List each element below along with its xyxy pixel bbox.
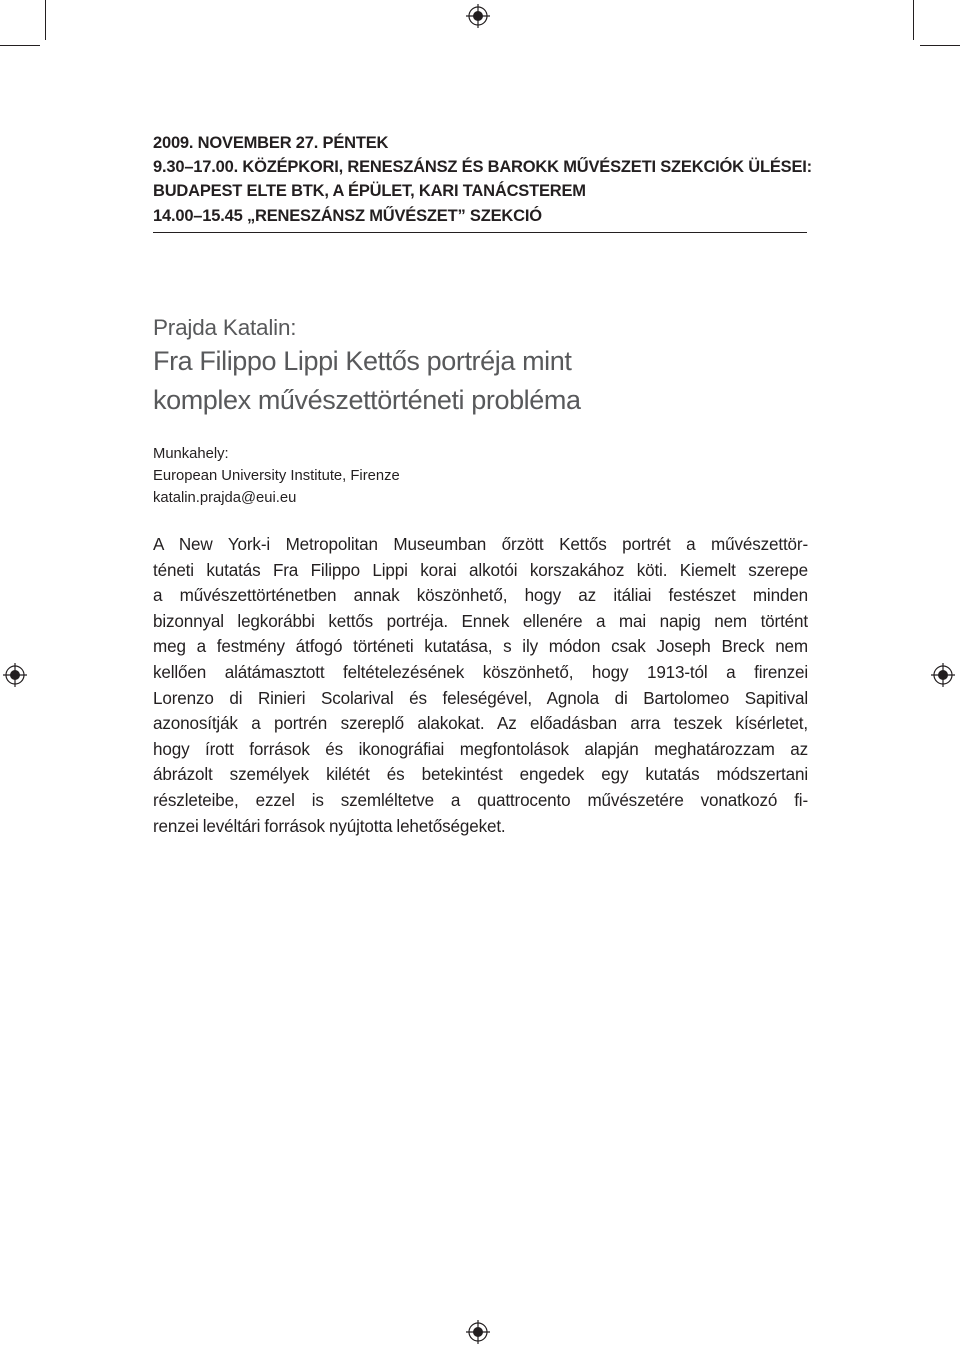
- abstract-line: azonosítják a portrén szereplő alakokat. Az előadásban arra teszek kísérletet,: [153, 714, 808, 734]
- abstract-line: kellően alátámasztott feltételezésének köszönhető, hogy 1913-tól a firenzei: [153, 662, 808, 682]
- author-name: Prajda Katalin:: [153, 315, 297, 340]
- affiliation-institution: European University Institute, Firenze: [153, 468, 400, 484]
- abstract-line: ábrázolt személyek kilétét és betekintést engedek egy kutatás módszertani: [153, 765, 808, 785]
- abstract-line: Lorenzo di Rinieri Scolarival és feleségével, Agnola di Bartolomeo Sapitival: [153, 688, 808, 708]
- affiliation-block: [153, 443, 400, 509]
- abstract-line: részleteibe, ezzel is szemléltetve a quattrocento művészetére vonatkozó fi-: [153, 790, 808, 810]
- crop-mark-top-right-h: [920, 45, 960, 46]
- crop-mark-top-right: [913, 0, 914, 40]
- session-program: 9.30–17.00. KÖZÉPKORI, RENESZÁNSZ ÉS BAROKK MŰVÉSZETI SZEKCIÓK ÜLÉSEI:: [153, 158, 812, 177]
- abstract-line: renzei levéltári források nyújtotta lehetőségeket.: [153, 816, 506, 836]
- abstract-line: téneti kutatás Fra Filippo Lippi korai alkotói korszakához köti. Kiemelt szerepe: [153, 560, 808, 580]
- registration-mark-icon: [931, 663, 955, 687]
- talk-title: [153, 342, 793, 420]
- session-section: 14.00–15.45 „RENESZÁNSZ MŰVÉSZET” SZEKCIÓ: [153, 206, 542, 225]
- abstract-line: bizonnyal legkorábbi kettős portréja. Ennek ellenére a mai napig nem történt: [153, 611, 808, 631]
- talk-title-line: Fra Filippo Lippi Kettős portréja mint: [153, 346, 572, 376]
- abstract-line: meg a festmény átfogó történeti kutatása, s ily módon csak Joseph Breck nem: [153, 637, 808, 657]
- session-venue: BUDAPEST ELTE BTK, A ÉPÜLET, KARI TANÁCSTEREM: [153, 182, 586, 201]
- talk-title-line: komplex művészettörténeti probléma: [153, 385, 581, 415]
- abstract: [153, 532, 808, 839]
- author-email[interactable]: katalin.prajda@eui.eu: [153, 490, 297, 506]
- affiliation-label: Munkahely:: [153, 446, 229, 462]
- abstract-line: a művészettörténetben annak köszönhető, hogy az itáliai festészet minden: [153, 586, 808, 606]
- abstract-line: hogy írott források és ikonográfiai megfontolások alapján meghatározzam az: [153, 739, 808, 759]
- abstract-line: A New York-i Metropolitan Museumban őrzött Kettős portrét a művészettör-: [153, 535, 808, 554]
- session-header: [153, 131, 812, 228]
- crop-mark-top-left-h: [0, 45, 40, 46]
- registration-mark-icon: [466, 1320, 490, 1344]
- crop-mark-top-left: [45, 0, 46, 40]
- header-divider: [153, 232, 807, 233]
- registration-mark-icon: [466, 4, 490, 28]
- registration-mark-icon: [3, 663, 27, 687]
- session-date: 2009. NOVEMBER 27. PÉNTEK: [153, 134, 389, 152]
